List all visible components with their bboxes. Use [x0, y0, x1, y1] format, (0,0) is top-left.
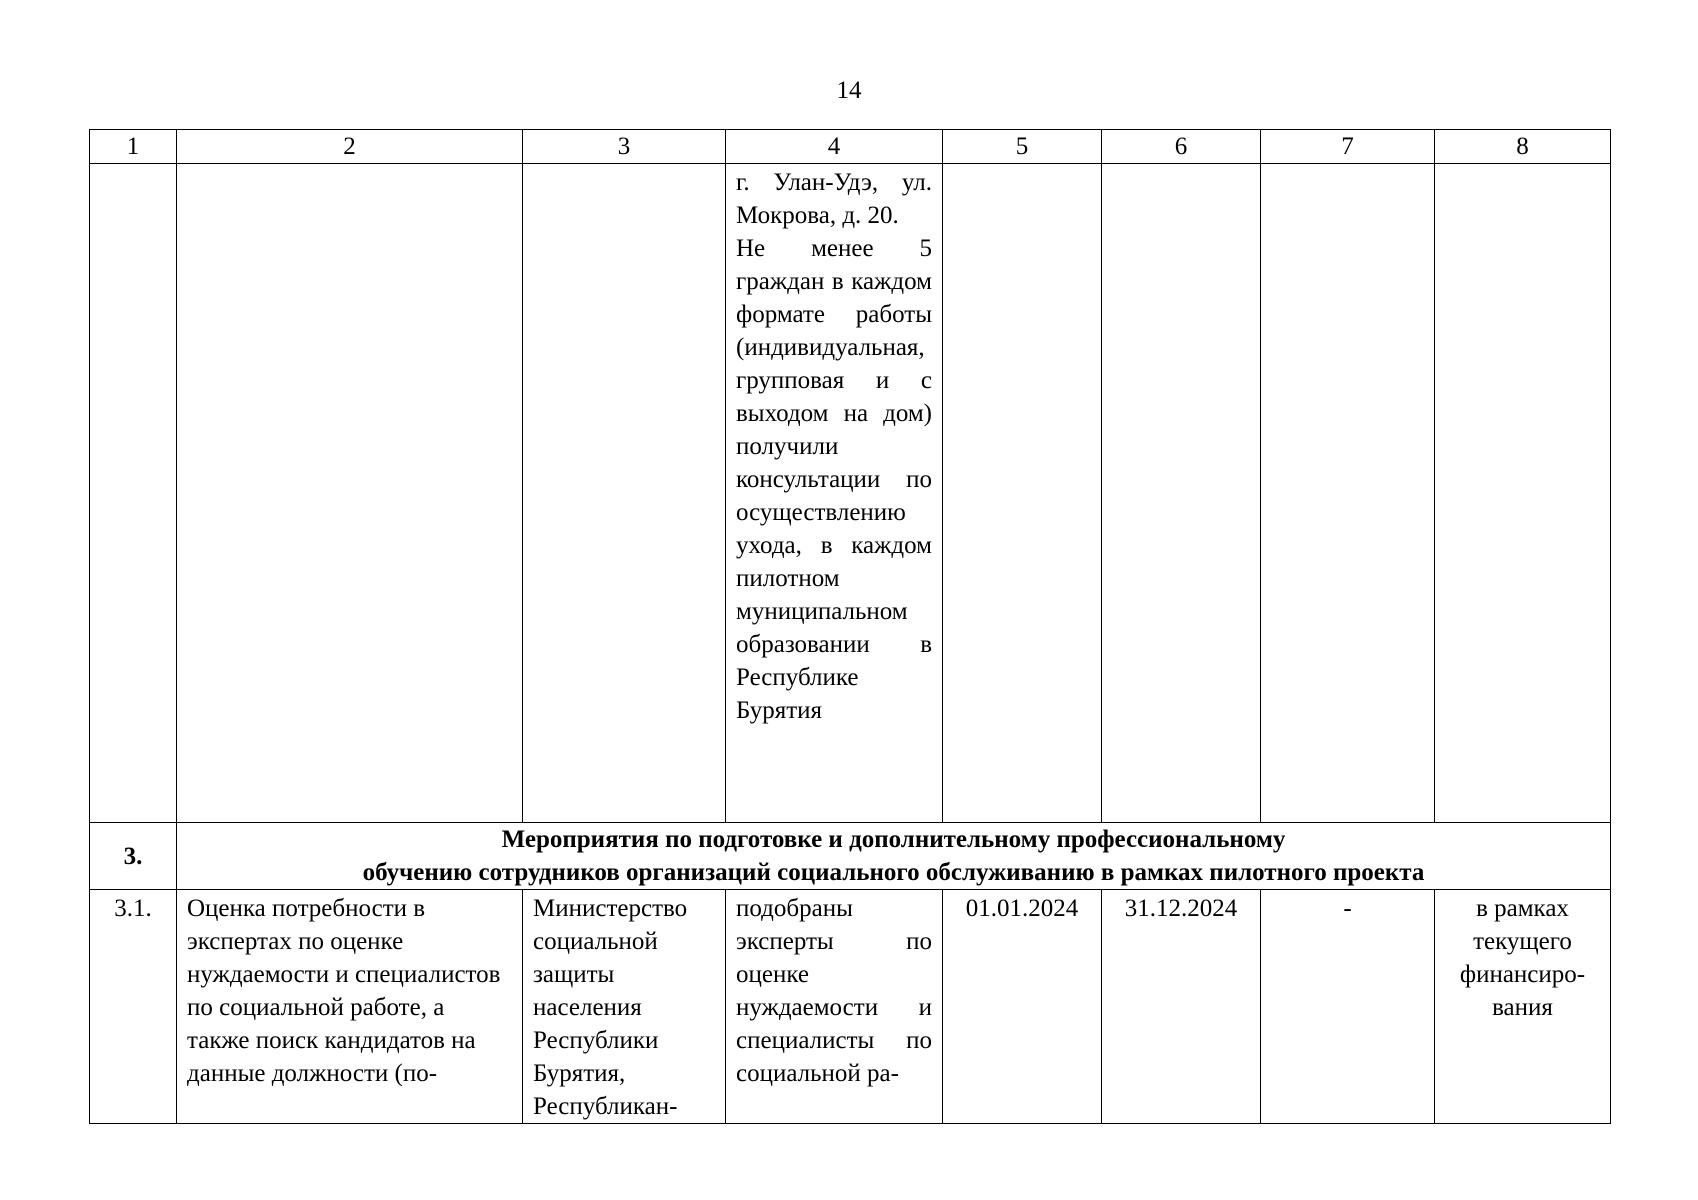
table-header-row	[90, 130, 1611, 164]
item-result: подобраны эксперты по оценке нуждаемости и специалисты по социальной ра-	[726, 890, 943, 1124]
result-cell-continuation: г. Улан-Удэ, ул. Мокрова, д. 20. Не менее 5 граждан в каждом формате работы (индивидуальная, групповая и с выходом на дом) получили консультации по осуществлению ухода, в каждом пилотном муниципальном образовании в Республике Бурятия	[726, 164, 943, 823]
column-number-6: 6	[1102, 130, 1261, 164]
section-title: Мероприятия по подготовке и дополнительному профессиональному обучению сотрудников организаций социального обслуживанию в рамках пилотного проекта	[362, 826, 1425, 886]
table-cell-empty	[523, 164, 726, 823]
table-cell-empty	[90, 164, 177, 823]
table-row	[90, 164, 1611, 823]
column-number-1: 1	[90, 130, 177, 164]
item-number: 3.1.	[90, 890, 177, 1124]
page-number: 14	[836, 77, 862, 104]
item-description: Оценка потребности в экспертах по оценке нуждаемости и специалистов по социальной работе, а также поиск кандидатов на данные должности (по-	[177, 890, 523, 1124]
column-number-5: 5	[943, 130, 1102, 164]
item-end-date: 31.12.2024	[1102, 890, 1261, 1124]
column-number-8: 8	[1435, 130, 1611, 164]
section-number: 3.	[90, 823, 177, 890]
table-cell-empty	[1102, 164, 1261, 823]
table-cell-empty	[1435, 164, 1611, 823]
section-row	[90, 823, 1611, 890]
column-number-4: 4	[726, 130, 943, 164]
item-responsible: Министерство социальной защиты населения Республики Бурятия, Республикан-	[523, 890, 726, 1124]
item-start-date: 01.01.2024	[943, 890, 1102, 1124]
table-cell-empty	[943, 164, 1102, 823]
table-cell-empty	[177, 164, 523, 823]
plan-table	[89, 129, 1611, 1124]
column-number-2: 2	[177, 130, 523, 164]
item-col7: -	[1261, 890, 1435, 1124]
column-number-3: 3	[523, 130, 726, 164]
section-title-cell	[177, 823, 1611, 890]
column-number-7: 7	[1261, 130, 1435, 164]
table-row	[90, 890, 1611, 1124]
table-cell-empty	[1261, 164, 1435, 823]
item-financing: в рамках текущего финансиро- вания	[1435, 890, 1611, 1124]
